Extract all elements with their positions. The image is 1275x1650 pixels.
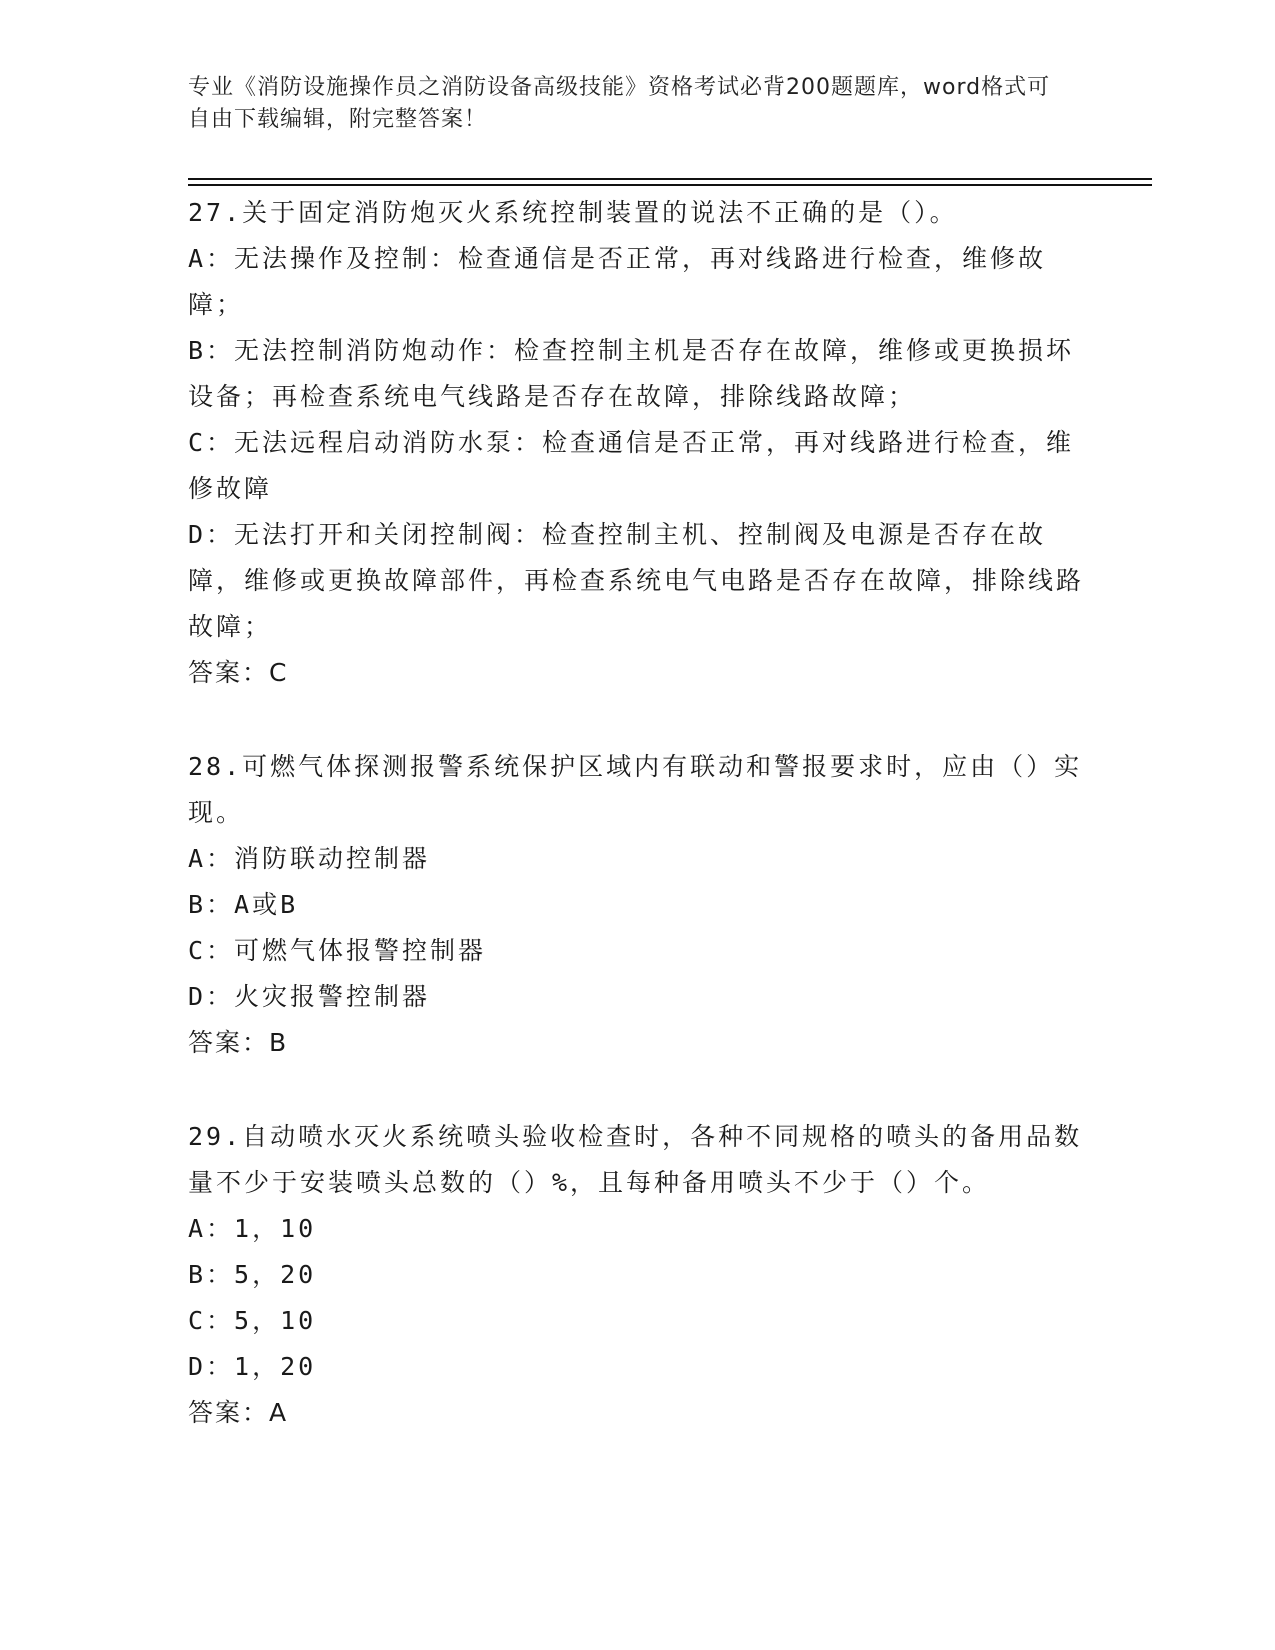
- question-list: [188, 190, 1088, 1436]
- option-b: B：无法控制消防炮动作：检查控制主机是否存在故障，维修或更换损坏设备；再检查系统电气线路是否存在故障，排除线路故障；: [188, 336, 1075, 411]
- document-header: 专业《消防设施操作员之消防设备高级技能》资格考试必背200题题库，word格式可自由下载编辑，附完整答案！: [188, 75, 1051, 132]
- header-divider-top: [188, 178, 1152, 180]
- option-b: B：A或B: [188, 890, 299, 919]
- option-b: B：5，20: [188, 1260, 317, 1289]
- option-d: D：无法打开和关闭控制阀：检查控制主机、控制阀及电源是否存在故障，维修或更换故障部件，再检查系统电气电路是否存在故障，排除线路故障；: [188, 520, 1085, 641]
- option-d: D：1，20: [188, 1352, 317, 1381]
- question-29: [188, 1114, 1088, 1436]
- header-divider-bottom: [188, 184, 1152, 186]
- option-a: A：消防联动控制器: [188, 844, 431, 873]
- answer: 答案：B: [188, 1028, 289, 1057]
- option-c: C：可燃气体报警控制器: [188, 936, 487, 965]
- answer: 答案：C: [188, 658, 289, 687]
- option-d: D：火灾报警控制器: [188, 982, 431, 1011]
- option-a: A：1，10: [188, 1214, 317, 1243]
- option-a: A：无法操作及控制：检查通信是否正常，再对线路进行检查，维修故障；: [188, 244, 1047, 319]
- option-c: C：无法远程启动消防水泵：检查通信是否正常，再对线路进行检查，维修故障: [188, 428, 1075, 503]
- question-stem: 27.关于固定消防炮灭火系统控制装置的说法不正确的是（）。: [188, 198, 958, 227]
- answer: 答案：A: [188, 1398, 289, 1427]
- option-c: C：5，10: [188, 1306, 317, 1335]
- question-28: [188, 744, 1088, 1066]
- question-stem: 28.可燃气体探测报警系统保护区域内有联动和警报要求时，应由（）实现。: [188, 752, 1083, 827]
- question-27: [188, 190, 1088, 696]
- question-stem: 29.自动喷水灭火系统喷头验收检查时，各种不同规格的喷头的备用品数量不少于安装喷头总数的（）%，且每种备用喷头不少于（）个。: [188, 1122, 1083, 1197]
